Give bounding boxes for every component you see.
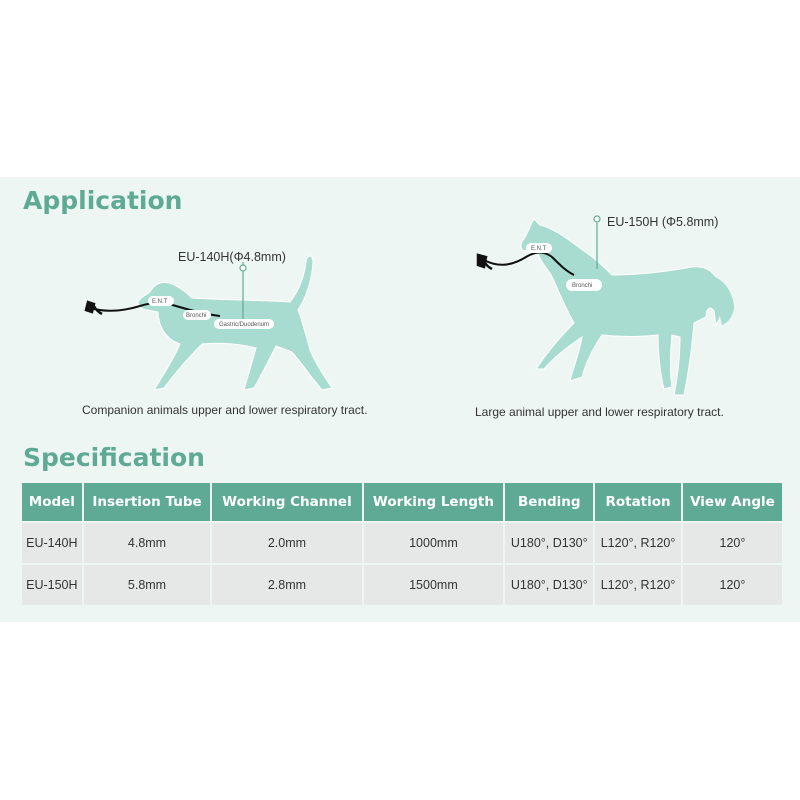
horse-model-label: EU-150H (Φ5.8mm) <box>607 215 719 229</box>
cell-model: EU-150H <box>22 563 82 605</box>
table-row <box>22 563 782 605</box>
cell-model: EU-140H <box>22 521 82 563</box>
dog-illustration <box>80 240 400 400</box>
horse-caption: Large animal upper and lower respiratory tract. <box>475 405 724 419</box>
header-rotation: Rotation <box>595 483 681 521</box>
ent-tag: E.N.T <box>531 246 547 252</box>
cell-view-angle: 120° <box>683 521 782 563</box>
bronchi-tag: Bronchi <box>572 283 593 289</box>
horse-illustration <box>470 205 770 405</box>
table-row <box>22 521 782 563</box>
gastric-tag: Gastric/Duodenum <box>219 322 270 328</box>
cell-view-angle: 120° <box>683 563 782 605</box>
header-insertion-tube: Insertion Tube <box>84 483 211 521</box>
cell-rotation: L120°, R120° <box>595 563 681 605</box>
specification-table <box>20 483 784 605</box>
header-working-length: Working Length <box>364 483 504 521</box>
application-heading: Application <box>23 186 183 215</box>
bronchi-tag: Bronchi <box>186 313 207 319</box>
ent-tag: E.N.T <box>152 299 168 305</box>
cell-bending: U180°, D130° <box>505 521 593 563</box>
specification-heading: Specification <box>23 443 205 472</box>
cell-working-channel: 2.0mm <box>212 521 361 563</box>
cell-insertion-tube: 4.8mm <box>84 521 211 563</box>
header-view-angle: View Angle <box>683 483 782 521</box>
header-bending: Bending <box>505 483 593 521</box>
table-header-row <box>22 483 782 521</box>
cell-rotation: L120°, R120° <box>595 521 681 563</box>
dog-model-label: EU-140H(Φ4.8mm) <box>178 250 286 264</box>
dog-caption: Companion animals upper and lower respiratory tract. <box>82 403 368 417</box>
header-working-channel: Working Channel <box>212 483 361 521</box>
header-model: Model <box>22 483 82 521</box>
cell-insertion-tube: 5.8mm <box>84 563 211 605</box>
cell-bending: U180°, D130° <box>505 563 593 605</box>
cell-working-channel: 2.8mm <box>212 563 361 605</box>
cell-working-length: 1000mm <box>364 521 504 563</box>
cell-working-length: 1500mm <box>364 563 504 605</box>
